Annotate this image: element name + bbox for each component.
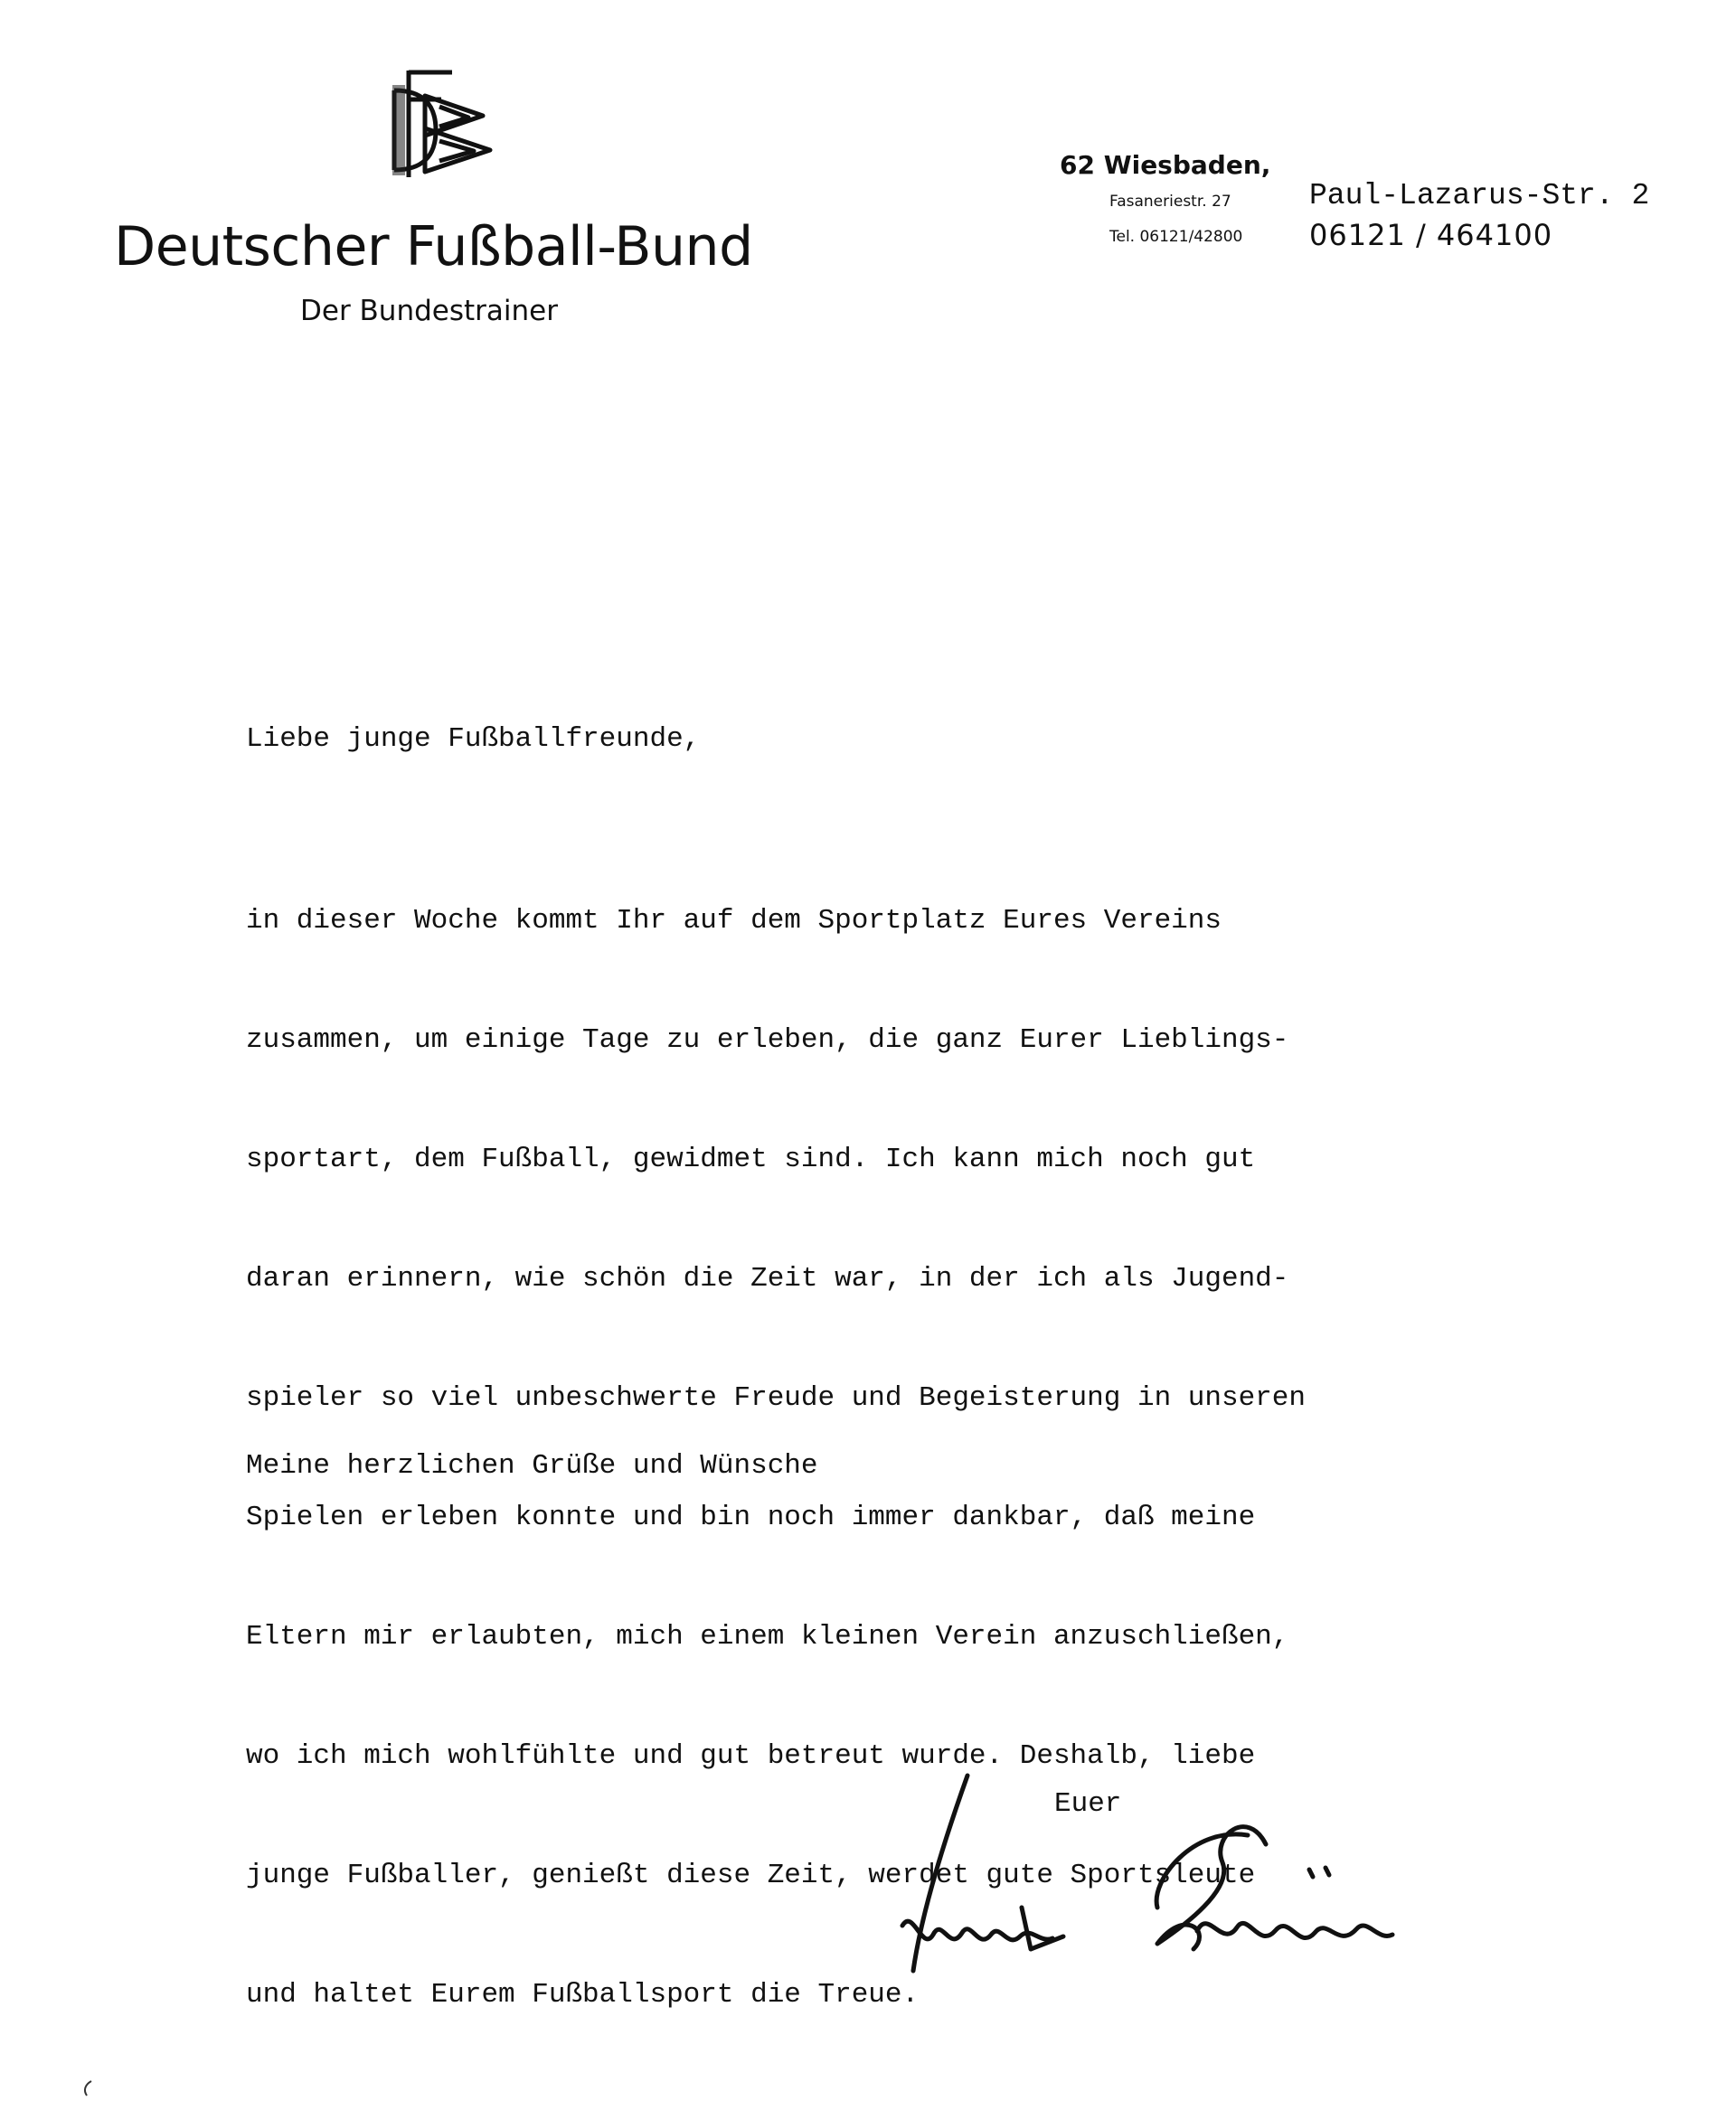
body-line: zusammen, um einige Tage zu erleben, die ganz Eurer Lieblings- xyxy=(246,1024,1289,1056)
dfb-logo xyxy=(389,63,497,181)
typed-telephone: 06121 / 464100 xyxy=(1309,218,1553,252)
department-name: Der Bundestrainer xyxy=(300,295,558,327)
printed-street: Fasaneriestr. 27 xyxy=(1109,193,1231,211)
body-line: wo ich mich wohlfühlte und gut betreut wurde. Deshalb, liebe xyxy=(246,1740,1256,1772)
sign-off: Euer xyxy=(1054,1788,1122,1820)
printed-city: 62 Wiesbaden, xyxy=(1060,150,1271,180)
body-line: junge Fußballer, genießt diese Zeit, werdet gute Sportsleute xyxy=(246,1860,1256,1891)
body-line: spieler so viel unbeschwerte Freude und Begeisterung in unseren xyxy=(246,1382,1306,1414)
body-line: sportart, dem Fußball, gewidmet sind. Ich kann mich noch gut xyxy=(246,1144,1256,1175)
body-line: Eltern mir erlaubten, mich einem kleinen Verein anzuschließen, xyxy=(246,1621,1289,1653)
typed-street-address: Paul-Lazarus-Str. 2 xyxy=(1309,179,1650,212)
handwritten-signature xyxy=(886,1772,1465,1998)
body-line: in dieser Woche kommt Ihr auf dem Sportplatz Eures Vereins xyxy=(246,905,1222,937)
body-line: und haltet Eurem Fußballsport die Treue. xyxy=(246,1979,920,2011)
corner-mark xyxy=(81,2079,94,2097)
body-line: Spielen erleben konnte und bin noch immer dankbar, daß meine xyxy=(246,1502,1256,1533)
salutation: Liebe junge Fußballfreunde, xyxy=(246,723,701,755)
body-line: daran erinnern, wie schön die Zeit war, in der ich als Jugend- xyxy=(246,1263,1289,1295)
printed-telephone: Tel. 06121/42800 xyxy=(1109,228,1243,246)
organization-name: Deutscher Fußball-Bund xyxy=(114,215,753,278)
closing-line: Meine herzlichen Grüße und Wünsche xyxy=(246,1450,818,1482)
